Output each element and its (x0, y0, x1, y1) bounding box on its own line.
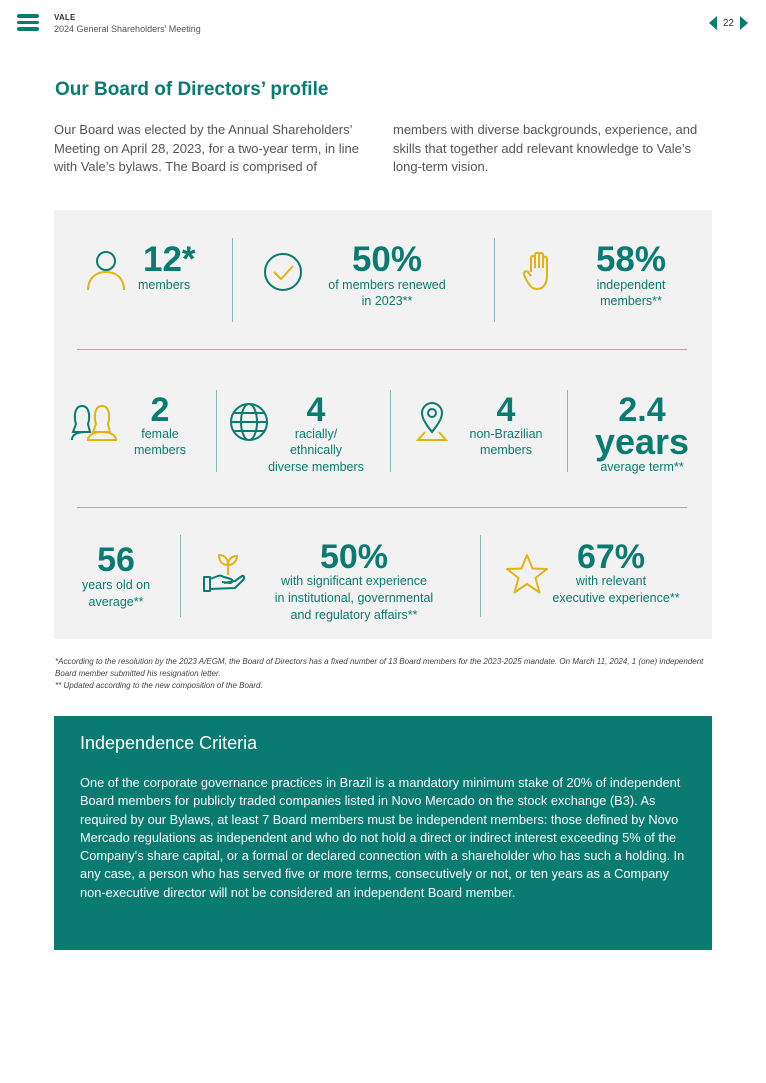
divider (77, 349, 687, 350)
page-title: Our Board of Directors’ profile (55, 79, 329, 100)
executive-value: 67% (576, 538, 646, 576)
stats-row-3 (54, 535, 712, 622)
diverse-label-line1: racially/ (294, 427, 338, 441)
footnote-2: ** Updated according to the new composition of the Board. (55, 681, 263, 690)
independence-criteria-box (54, 716, 712, 950)
document-subtitle: 2024 General Shareholders’ Meeting (54, 24, 201, 34)
person-icon (84, 248, 128, 292)
non-brazilian-label-line2: members (479, 443, 533, 457)
age-label-line1: years old on (81, 578, 151, 592)
divider (180, 535, 181, 617)
women-icon (70, 402, 122, 442)
hand-icon (522, 250, 560, 292)
plant-hand-icon (202, 551, 246, 595)
stats-row-2 (54, 390, 712, 474)
non-brazilian-label-line1: non-Brazilian (469, 427, 543, 441)
stats-row-1 (54, 238, 712, 324)
independent-label-line1: independent (596, 278, 666, 292)
members-value: 12* (143, 240, 196, 279)
diverse-value: 4 (306, 391, 326, 429)
female-value: 2 (150, 391, 170, 429)
divider (567, 390, 568, 472)
renewed-value: 50% (351, 240, 423, 279)
page-navigation (709, 15, 748, 31)
renewed-label-line1: of members renewed (328, 278, 446, 292)
brand-name: VALE (54, 13, 76, 22)
divider (232, 238, 233, 322)
experience-value: 50% (319, 538, 389, 576)
criteria-title: Independence Criteria (80, 733, 258, 753)
location-pin-icon (412, 400, 452, 444)
footnotes (55, 656, 715, 692)
non-brazilian-value: 4 (496, 391, 516, 429)
term-value: 2.4 (618, 391, 666, 429)
star-icon (505, 553, 549, 595)
board-stats-panel (54, 210, 712, 639)
experience-label-line2: in institutional, governmental (274, 591, 434, 605)
age-value: 56 (97, 541, 135, 579)
diverse-label-line2: ethnically (289, 443, 343, 457)
divider (216, 390, 217, 472)
menu-icon[interactable] (17, 14, 39, 32)
page-number: 22 (722, 17, 734, 29)
female-label-line1: female (141, 427, 179, 441)
term-unit: years (594, 421, 690, 462)
divider (494, 238, 495, 322)
previous-page-arrow-icon[interactable] (709, 16, 717, 30)
female-label-line2: members (133, 443, 187, 457)
experience-label-line1: with significant experience (281, 574, 427, 588)
top-bar (0, 0, 766, 44)
next-page-arrow-icon[interactable] (740, 16, 748, 30)
independent-label-line2: members** (600, 294, 662, 308)
divider (77, 507, 687, 508)
members-label: members (138, 278, 191, 292)
criteria-body: One of the corporate governance practices in Brazil is a mandatory minimum stake of 20% of independent Board members for publicly traded companies listed in Novo Mercado on the stock exchange (B3). As required by our Bylaws, at least 7 Board members must be independent members: those defined by Novo Mercado regulations as independent and who do not hold a direct or indirect interest exceeding 5% of the Company's share capital, or a formal or declared connection with a shareholder who has such a holding. In any case, a person who has served five or more terms, consecutively or not, or ten years as a Company non-executive director will not be considered an independent Board member. (80, 775, 685, 900)
divider (480, 535, 481, 617)
diverse-label-line3: diverse members (268, 460, 364, 474)
intro-paragraph-2: members with diverse backgrounds, experience, and skills that together add relevant knowledge to Vale’s long-term vision. (393, 122, 698, 174)
age-label-line2: average** (88, 595, 144, 609)
check-circle-icon (263, 252, 303, 292)
independent-value: 58% (595, 240, 667, 279)
executive-label-line1: with relevant (575, 574, 647, 588)
term-label: average term** (600, 460, 684, 474)
divider (390, 390, 391, 472)
footnote-1: *According to the resolution by the 2023 A/EGM, the Board of Directors has a fixed number of 13 Board members for the 2023-2025 mandate. On March 11, 2024, 1 (one) independent Board member submitted his resignation letter. (55, 657, 704, 678)
experience-label-line3: and regulatory affairs** (290, 608, 418, 622)
intro-paragraph-1: Our Board was elected by the Annual Shareholders’ Meeting on April 28, 2023, for a two-year term, in line with Vale’s bylaws. The Board is comprised of (54, 122, 359, 174)
renewed-label-line2: in 2023** (361, 294, 413, 308)
executive-label-line2: executive experience** (552, 591, 680, 605)
